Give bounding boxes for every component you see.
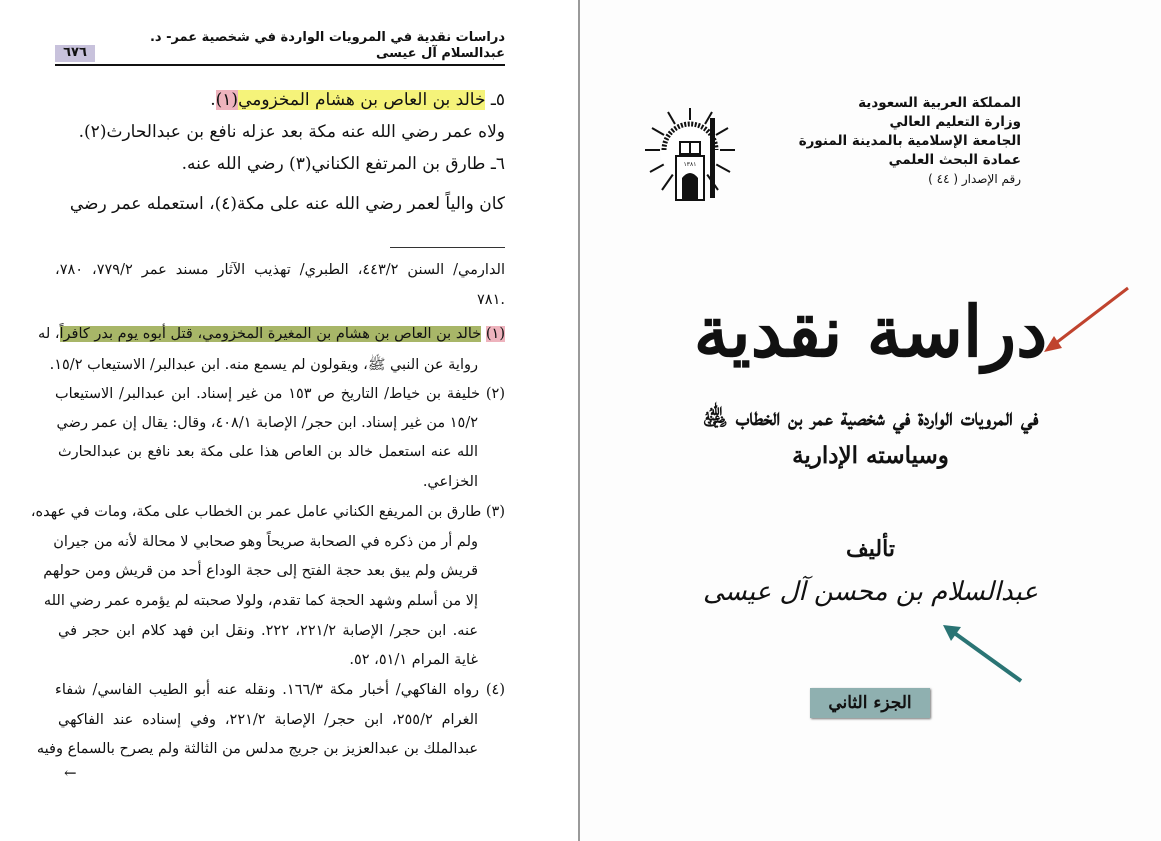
footnote-line: (٢) خليفة بن خياط/ التاريخ ص ١٥٣ من غير إسناد. ابن عبدالبر/ الاستيعاب bbox=[55, 386, 505, 402]
book-subtitle: في المرويات الواردة في شخصية عمر بن الخطاب ﵁ bbox=[702, 404, 1039, 431]
highlighted-footnote: خالد بن العاص بن هشام بن المغيرة المخزومي، قتل أبوه يوم بدر كافراً bbox=[59, 326, 482, 342]
footnote-ref: (١) bbox=[215, 90, 239, 110]
continue-arrow-icon: ← bbox=[64, 764, 77, 782]
page-number: ٦٧٦ bbox=[55, 45, 95, 62]
institution-line: المملكة العربية السعودية bbox=[858, 95, 1021, 111]
left-page bbox=[0, 0, 578, 841]
running-header bbox=[55, 30, 505, 66]
body-line: ولاه عمر رضي الله عنه مكة بعد عزله نافع بن عبدالحارث(٢). bbox=[78, 122, 505, 142]
body-line: كان والياً لعمر رضي الله عنه على مكة(٤)، استعمله عمر رضي bbox=[69, 194, 505, 214]
footnote-separator bbox=[390, 247, 505, 248]
issue-number: رقم الإصدار ( ٤٤ ) bbox=[928, 172, 1021, 186]
red-arrow-icon bbox=[1030, 280, 1140, 360]
header-title: دراسات نقدية في المرويات الواردة في شخصية عمر- د. عبدالسلام آل عيسى bbox=[149, 30, 505, 61]
highlighted-name: خالد بن العاص بن هشام المخزومي bbox=[238, 90, 486, 110]
footnote-line: عبدالملك بن عبدالعزيز بن جريج مدلس من الثالثة ولم يصرح بالسماع وفيه bbox=[36, 741, 478, 757]
footnote-number: (١) bbox=[485, 326, 505, 342]
author-name: عبدالسلام بن محسن آل عيسى bbox=[702, 577, 1039, 607]
teal-arrow-icon bbox=[935, 615, 1035, 690]
footnote-line: (٣) طارق بن المريفع الكناني عامل عمر بن الخطاب على مكة، ومات في عهده، bbox=[30, 504, 505, 520]
book-title: دراسة نقدية bbox=[693, 290, 1048, 373]
footnote-line: ولم أر من ذكره في الصحابة صريحاً وهو صحابي لا محالة لأنه من جيران bbox=[53, 534, 478, 550]
volume-label: الجزء الثاني bbox=[810, 688, 930, 718]
university-logo-icon bbox=[640, 100, 740, 205]
institution-block bbox=[799, 94, 1021, 189]
institution-line: الجامعة الإسلامية بالمدينة المنورة bbox=[798, 133, 1021, 149]
footnote-line: الدارمي/ السنن ٤٤٣/٢، الطبري/ تهذيب الآثار مسند عمر ٧٧٩/٢، ٧٨٠، bbox=[55, 262, 506, 278]
footnote-line: الله عنه استعمل خالد بن العاص هذا على مكة بعد نافع بن عبدالحارث bbox=[58, 444, 478, 460]
footnote-line: الغرام ٢٥٥/٢، ابن حجر/ الإصابة ٢٢١/٢، وفي إسناده عند الفاكهي bbox=[58, 712, 479, 728]
footnote-line: قريش ولم يبق بعد حجة الفتح إلى حجة الوداع أحد من قريش ومن حولهم bbox=[43, 563, 478, 579]
footnote-line: رواية عن النبي ﷺ، ويقولون لم يسمع منه. ابن عبدالبر/ الاستيعاب ١٥/٢. bbox=[49, 357, 478, 373]
author-label: تأليف bbox=[846, 536, 895, 562]
footnote-line: .٧٨١ bbox=[477, 292, 505, 308]
body-line: ٦ـ طارق بن المرتفع الكناني(٣) رضي الله عنه. bbox=[181, 154, 505, 174]
institution-line: وزارة التعليم العالي bbox=[889, 114, 1021, 130]
footnote-1-line bbox=[38, 326, 505, 342]
logo-year: ١٣٨١ bbox=[683, 161, 697, 168]
cover-page bbox=[580, 0, 1161, 841]
footnote-line: ١٥/٢ من غير إسناد. ابن حجر/ الإصابة ٤٠٨/١، وقال: يقال إن عمر رضي bbox=[56, 415, 478, 431]
footnote-line: الخزاعي. bbox=[422, 474, 478, 490]
institution-line: عمادة البحث العلمي bbox=[888, 152, 1021, 168]
book-subtitle: وسياسته الإدارية bbox=[792, 442, 949, 469]
footnote-text: ، له bbox=[38, 326, 60, 342]
period: . bbox=[210, 90, 216, 110]
footnote-line: عنه. ابن حجر/ الإصابة ٢٢١/٢، ٢٢٢. ونقل ابن فهد كلام ابن حجر في bbox=[58, 623, 479, 639]
item-number: ٥ـ bbox=[485, 90, 505, 110]
body-line-item5 bbox=[210, 90, 505, 110]
footnote-line: (٤) رواه الفاكهي/ أخبار مكة ١٦٦/٣. ونقله عنه أبو الطيب الفاسي/ شفاء bbox=[55, 682, 505, 698]
footnote-line: إلا من أسلم وشهد الحجة كما تقدم، ولولا صحبته لم يؤمره عمر رضي الله bbox=[43, 593, 478, 609]
footnote-line: غاية المرام ٥١/١، ٥٢. bbox=[349, 652, 478, 668]
